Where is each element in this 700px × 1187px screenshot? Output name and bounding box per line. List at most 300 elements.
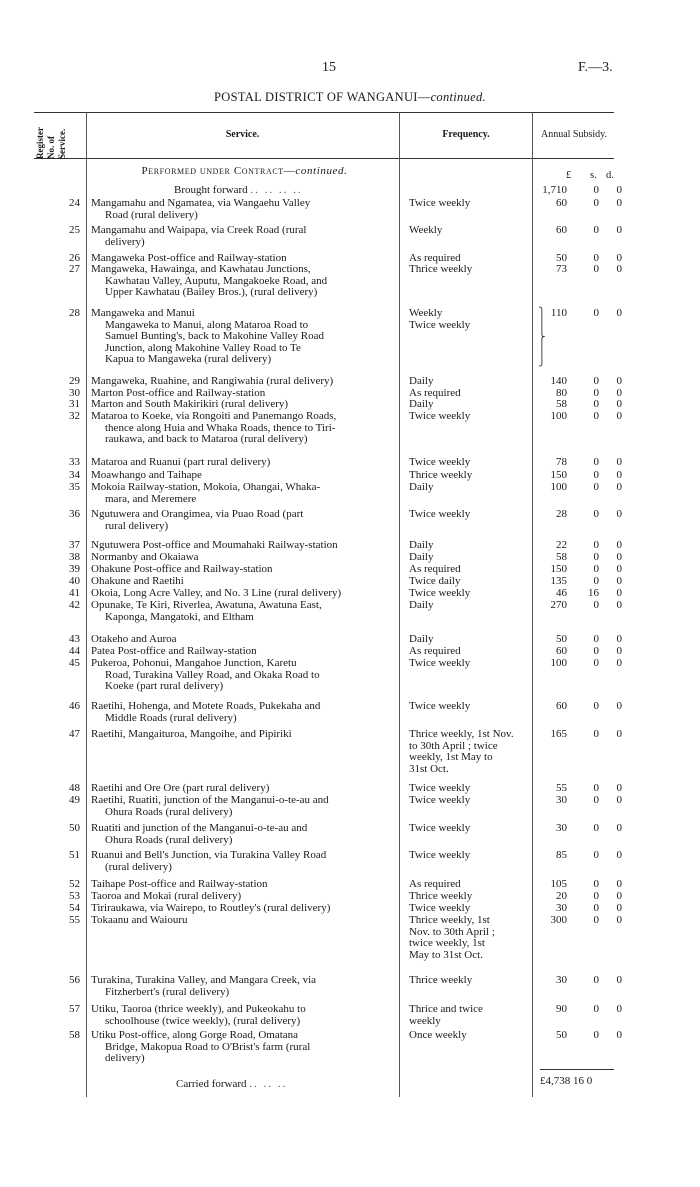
frequency-line: As required (409, 387, 461, 399)
subsidy-shillings: 0 (593, 822, 599, 834)
register-number: 41 (69, 587, 80, 599)
subsidy-pounds: 20 (556, 890, 567, 902)
service-description (91, 225, 394, 248)
subsidy-pence: 0 (616, 822, 622, 834)
pence-heading: d. (606, 170, 614, 181)
carried-forward-text: Carried forward (176, 1078, 247, 1090)
frequency-line: Daily (409, 633, 434, 645)
service-description (91, 823, 394, 846)
header-top-rule (34, 112, 614, 113)
service-description (91, 783, 394, 795)
bf-pounds: 1,710 (542, 184, 567, 196)
register-number: 57 (69, 1003, 80, 1015)
service-frequency (409, 411, 529, 423)
frequency-line: May to 31st Oct. (409, 948, 483, 961)
frequency-line: to 30th April ; twice (409, 739, 498, 752)
register-number: 25 (69, 224, 80, 236)
frequency-line: Twice weekly (409, 318, 471, 331)
subsidy-shillings: 0 (593, 481, 599, 493)
leader-dots: .. .. .. (249, 1078, 288, 1090)
subsidy-pence: 0 (616, 375, 622, 387)
subsidy-pounds: 140 (550, 375, 567, 387)
register-number: 42 (69, 599, 80, 611)
subsidy-pounds: 100 (550, 410, 567, 422)
service-line: Ruanui and Bell's Junction, via Turakina Valley Road (91, 849, 327, 861)
register-number: 30 (69, 387, 80, 399)
service-line: Bridge, Makopua Road to O'Brist's farm (rural (105, 1040, 311, 1053)
service-description (91, 891, 394, 903)
subsidy-pence: 0 (616, 914, 622, 926)
service-description (91, 264, 394, 299)
service-line: delivery) (105, 235, 145, 248)
subsidy-shillings: 0 (593, 657, 599, 669)
service-line: Ohakune and Raetihi (91, 575, 184, 587)
subsidy-pence: 0 (616, 728, 622, 740)
subsidy-pounds: 50 (556, 1029, 567, 1041)
register-number: 43 (69, 633, 80, 645)
service-line: (rural delivery) (105, 860, 172, 873)
service-description (91, 634, 394, 646)
service-description (91, 795, 394, 818)
service-line: Opunake, Te Kiri, Riverlea, Awatuna, Awatuna East, (91, 599, 322, 611)
service-frequency (409, 1004, 529, 1027)
subsidy-pence: 0 (616, 782, 622, 794)
subsidy-pounds: 22 (556, 539, 567, 551)
service-description (91, 540, 394, 552)
subsidy-pounds: 60 (556, 197, 567, 209)
subsidy-pounds: 78 (556, 456, 567, 468)
bf-shillings: 0 (593, 184, 599, 196)
register-number: 38 (69, 551, 80, 563)
service-description (91, 975, 394, 998)
subsidy-shillings: 0 (593, 914, 599, 926)
subsidy-pounds: 55 (556, 782, 567, 794)
service-line: Ohura Roads (rural delivery) (105, 833, 233, 846)
frequency-line: Thrice weekly (409, 263, 473, 275)
service-line: Kaponga, Mangatoki, and Eltham (105, 610, 254, 623)
subsidy-pence: 0 (616, 563, 622, 575)
subsidy-shillings: 0 (593, 563, 599, 575)
service-frequency (409, 399, 529, 411)
subsidy-pence: 0 (616, 263, 622, 275)
header-register-line2: No. of (46, 136, 56, 159)
service-line: Tokaanu and Waiouru (91, 914, 188, 926)
subsidy-pounds: 60 (556, 224, 567, 236)
frequency-line: Twice weekly (409, 849, 471, 861)
subsidy-shillings: 0 (593, 1003, 599, 1015)
page-reference: F.—3. (578, 60, 613, 75)
subsidy-pounds: 50 (556, 252, 567, 264)
subsidy-shillings: 0 (593, 539, 599, 551)
service-line: Utiku, Taoroa (thrice weekly), and Pukeokahu to (91, 1003, 306, 1015)
frequency-line: Weekly (409, 307, 443, 319)
service-description (91, 903, 394, 915)
subsidy-pence: 0 (616, 657, 622, 669)
header-subsidy: Annual Subsidy. (540, 129, 608, 140)
service-frequency (409, 879, 529, 891)
frequency-line: Twice weekly (409, 822, 471, 834)
register-number: 29 (69, 375, 80, 387)
subsidy-pence: 0 (616, 387, 622, 399)
frequency-line: Daily (409, 539, 434, 551)
service-line: Mataroa and Ruanui (part rural delivery) (91, 456, 271, 468)
header-bottom-rule (34, 158, 614, 159)
service-line: Mataroa to Koeke, via Rongoiti and Panemango Roads, (91, 410, 337, 422)
service-description (91, 552, 394, 564)
frequency-line: Thrice weekly (409, 974, 473, 986)
service-frequency (409, 701, 529, 713)
service-frequency (409, 588, 529, 600)
col-divider-service (399, 112, 400, 1097)
service-frequency (409, 795, 529, 807)
register-number: 56 (69, 974, 80, 986)
register-number: 51 (69, 849, 80, 861)
subsidy-shillings: 0 (593, 551, 599, 563)
subsidy-shillings: 0 (593, 794, 599, 806)
service-description (91, 850, 394, 873)
service-line: Road (rural delivery) (105, 208, 198, 221)
frequency-line: Twice weekly (409, 902, 471, 914)
col-divider-register (86, 112, 87, 1097)
subsidy-pounds: 100 (550, 657, 567, 669)
service-description (91, 509, 394, 532)
frequency-line: Twice weekly (409, 508, 471, 520)
register-number: 40 (69, 575, 80, 587)
service-line: mara, and Meremere (105, 492, 197, 505)
service-description (91, 915, 394, 927)
subsidy-pounds: 105 (550, 878, 567, 890)
subsidy-pence: 0 (616, 398, 622, 410)
service-line: Ngutuwera and Orangimea, via Puao Road (part (91, 508, 304, 520)
service-description (91, 588, 394, 600)
carried-forward-label (176, 1078, 287, 1090)
total-rule (540, 1069, 614, 1070)
service-line: Samuel Bunting's, back to Makohine Valley Road (105, 330, 325, 342)
service-line: Moawhango and Taihape (91, 469, 202, 481)
subsidy-shillings: 0 (593, 575, 599, 587)
service-line: Middle Roads (rural delivery) (105, 711, 237, 724)
service-line: Ngutuwera Post-office and Moumahaki Railway-station (91, 539, 338, 551)
frequency-line: weekly, 1st May to (409, 751, 493, 763)
service-description (91, 1004, 394, 1027)
frequency-line: As required (409, 878, 461, 890)
frequency-line: Daily (409, 375, 434, 387)
service-frequency (409, 975, 529, 987)
register-number: 46 (69, 700, 80, 712)
service-description (91, 658, 394, 693)
subsidy-shillings: 0 (593, 263, 599, 275)
frequency-line: Thrice weekly, 1st (409, 914, 490, 926)
service-line: Taihape Post-office and Railway-station (91, 878, 268, 890)
service-description (91, 600, 394, 623)
service-line: Mangamahu and Waipapa, via Creek Road (rural (91, 224, 307, 236)
register-number: 54 (69, 902, 80, 914)
subsidy-pounds: 135 (550, 575, 567, 587)
service-frequency (409, 564, 529, 576)
subsidy-shillings: 0 (593, 387, 599, 399)
service-description (91, 399, 394, 411)
title-main: POSTAL DISTRICT OF WANGANUI— (214, 90, 431, 104)
section-heading-main: Performed under Contract— (141, 165, 296, 177)
service-description (91, 198, 394, 221)
service-frequency (409, 552, 529, 564)
subsidy-pounds: 270 (550, 599, 567, 611)
service-line: Ruatiti and junction of the Manganui-o-te-au and (91, 822, 308, 834)
subsidy-pence: 0 (616, 849, 622, 861)
bf-pence: 0 (616, 184, 622, 196)
register-number: 48 (69, 782, 80, 794)
service-line: thence along Huia and Whaka Roads, thence to Tiri- (105, 421, 336, 434)
subsidy-pence: 0 (616, 794, 622, 806)
service-line: Taoroa and Mokai (rural delivery) (91, 890, 242, 902)
subsidy-pounds: 46 (556, 587, 567, 599)
register-number: 47 (69, 728, 80, 740)
service-frequency (409, 457, 529, 469)
service-line: Raetihi, Ruatiti, junction of the Manganui-o-te-au and (91, 794, 329, 806)
subsidy-pounds: 80 (556, 387, 567, 399)
subsidy-shillings: 0 (593, 902, 599, 914)
subsidy-pence: 0 (616, 902, 622, 914)
frequency-line: Nov. to 30th April ; (409, 925, 495, 938)
frequency-line: As required (409, 645, 461, 657)
service-description (91, 646, 394, 658)
subsidy-shillings: 0 (593, 633, 599, 645)
brought-forward-text: Brought forward (174, 184, 248, 196)
page-title (0, 90, 700, 105)
frequency-line: Thrice weekly, 1st Nov. (409, 728, 514, 740)
service-line: Pukeroa, Pohonui, Mangahoe Junction, Karetu (91, 657, 297, 669)
frequency-line: Daily (409, 599, 434, 611)
subsidy-pence: 0 (616, 508, 622, 520)
frequency-line: weekly (409, 1014, 441, 1027)
subsidy-pounds: 58 (556, 551, 567, 563)
subsidy-pounds: 73 (556, 263, 567, 275)
service-frequency (409, 850, 529, 862)
service-line: Mangaweka to Manui, along Mataroa Road to (105, 318, 309, 331)
service-frequency (409, 634, 529, 646)
leader-dots: .. .. .. .. (250, 184, 303, 196)
service-line: Raetihi, Hohenga, and Motete Roads, Pukekaha and (91, 700, 321, 712)
service-line: Patea Post-office and Railway-station (91, 645, 257, 657)
subsidy-shillings: 0 (593, 849, 599, 861)
frequency-line: 31st Oct. (409, 762, 449, 775)
service-line: Raetihi and Ore Ore (part rural delivery) (91, 782, 270, 794)
service-frequency (409, 891, 529, 903)
frequency-line: Twice daily (409, 575, 461, 587)
subsidy-pence: 0 (616, 700, 622, 712)
subsidy-pounds: 300 (550, 914, 567, 926)
frequency-line: Twice weekly (409, 410, 471, 422)
service-frequency (409, 198, 529, 210)
register-number: 44 (69, 645, 80, 657)
service-line: Road, Turakina Valley Road, and Okaka Road to (105, 668, 320, 681)
register-number: 34 (69, 469, 80, 481)
service-line: delivery) (105, 1052, 145, 1064)
subsidy-pounds: 85 (556, 849, 567, 861)
subsidy-shillings: 0 (593, 252, 599, 264)
service-frequency (409, 903, 529, 915)
service-frequency (409, 482, 529, 494)
subsidy-pounds: 30 (556, 902, 567, 914)
service-frequency (409, 376, 529, 388)
service-line: schoolhouse (twice weekly), (rural delivery) (105, 1014, 301, 1027)
subsidy-pence: 0 (616, 645, 622, 657)
register-number: 37 (69, 539, 80, 551)
service-line: Otakeho and Auroa (91, 633, 177, 645)
register-number: 53 (69, 890, 80, 902)
subsidy-shillings: 16 (588, 587, 599, 599)
service-line: Mangamahu and Ngamatea, via Wangaehu Valley (91, 197, 311, 209)
section-heading (92, 165, 397, 177)
service-description (91, 470, 394, 482)
service-description (91, 564, 394, 576)
service-line: Okoia, Long Acre Valley, and No. 3 Line (rural delivery) (91, 587, 342, 599)
service-line: Marton and South Makirikiri (rural delivery) (91, 398, 289, 410)
subsidy-pence: 0 (616, 469, 622, 481)
service-frequency (409, 540, 529, 552)
service-line: raukawa, and back to Mataroa (rural delivery) (105, 433, 308, 445)
subsidy-pence: 0 (616, 890, 622, 902)
frequency-line: Twice weekly (409, 197, 471, 209)
service-frequency (409, 308, 529, 331)
header-register-line3: Service. (57, 128, 67, 159)
register-number: 33 (69, 456, 80, 468)
brought-forward-label (174, 185, 477, 197)
carried-forward-amount: £4,738 16 0 (540, 1075, 593, 1087)
subsidy-pence: 0 (616, 252, 622, 264)
frequency-line: Weekly (409, 224, 443, 236)
service-line: Mangaweka and Manui (91, 307, 195, 319)
subsidy-pounds: 30 (556, 974, 567, 986)
service-line: Upper Kawhatau (Bailey Bros.), (rural delivery) (105, 286, 318, 298)
subsidy-pounds: 50 (556, 633, 567, 645)
service-description (91, 308, 394, 366)
register-number: 31 (69, 398, 80, 410)
subsidy-pence: 0 (616, 481, 622, 493)
subsidy-shillings: 0 (593, 599, 599, 611)
subsidy-shillings: 0 (593, 469, 599, 481)
frequency-line: Twice weekly (409, 794, 471, 806)
subsidy-shillings: 0 (593, 782, 599, 794)
frequency-line: Thrice weekly (409, 469, 473, 481)
register-number: 39 (69, 563, 80, 575)
page-number: 15 (322, 60, 336, 75)
subsidy-pence: 0 (616, 539, 622, 551)
service-frequency (409, 1030, 529, 1042)
service-frequency (409, 600, 529, 612)
frequency-line: Twice weekly (409, 587, 471, 599)
subsidy-shillings: 0 (593, 700, 599, 712)
title-suffix: continued. (430, 90, 486, 104)
subsidy-shillings: 0 (593, 974, 599, 986)
subsidy-shillings: 0 (593, 878, 599, 890)
service-frequency (409, 729, 529, 775)
frequency-line: Daily (409, 481, 434, 493)
service-line: Tiriraukawa, via Wairepo, to Routley's (rural delivery) (91, 902, 331, 914)
service-line: Ohakune Post-office and Railway-station (91, 563, 273, 575)
service-frequency (409, 576, 529, 588)
subsidy-pence: 0 (616, 224, 622, 236)
service-line: Kawhatau Valley, Auputu, Mangakoeke Road, and (105, 274, 328, 287)
subsidy-pounds: 150 (550, 563, 567, 575)
service-line: Mangaweka Post-office and Railway-station (91, 252, 287, 264)
subsidy-pounds: 90 (556, 1003, 567, 1015)
subsidy-shillings: 0 (593, 728, 599, 740)
subsidy-pence: 0 (616, 456, 622, 468)
subsidy-shillings: 0 (593, 456, 599, 468)
service-description (91, 729, 394, 741)
subsidy-pence: 0 (616, 197, 622, 209)
header-register (34, 115, 86, 159)
service-line: Normanby and Okaiawa (91, 551, 199, 563)
service-frequency (409, 915, 529, 961)
subsidy-pounds: 60 (556, 645, 567, 657)
subsidy-pence: 0 (616, 1029, 622, 1041)
service-line: Mokoia Railway-station, Mokoia, Ohangai, Whaka- (91, 481, 321, 493)
service-line: Marton Post-office and Railway-station (91, 387, 266, 399)
subsidy-shillings: 0 (593, 307, 599, 319)
service-frequency (409, 225, 529, 237)
register-number: 36 (69, 508, 80, 520)
subsidy-pounds: 30 (556, 794, 567, 806)
subsidy-pounds: 150 (550, 469, 567, 481)
pounds-heading: £ (566, 170, 572, 181)
col-divider-frequency (532, 112, 533, 1097)
register-number: 28 (69, 307, 80, 319)
service-frequency (409, 783, 529, 795)
subsidy-shillings: 0 (593, 645, 599, 657)
service-description (91, 576, 394, 588)
service-line: Utiku Post-office, along Gorge Road, Omatana (91, 1029, 299, 1041)
subsidy-shillings: 0 (593, 375, 599, 387)
frequency-line: As required (409, 563, 461, 575)
subsidy-pounds: 58 (556, 398, 567, 410)
register-number: 58 (69, 1029, 80, 1041)
service-line: Kapua to Mangaweka (rural delivery) (105, 353, 272, 365)
service-line: Mangaweka, Ruahine, and Rangiwahia (rural delivery) (91, 375, 334, 387)
service-frequency (409, 823, 529, 835)
subsidy-pounds: 28 (556, 508, 567, 520)
frequency-line: Thrice and twice (409, 1003, 483, 1015)
register-number: 32 (69, 410, 80, 422)
subsidy-shillings: 0 (593, 398, 599, 410)
service-frequency (409, 646, 529, 658)
service-line: Junction, along Makohine Valley Road to Te (105, 341, 301, 354)
service-line: Turakina, Turakina Valley, and Mangara Creek, via (91, 974, 317, 986)
subsidy-pounds: 165 (550, 728, 567, 740)
service-line: Koeke (part rural delivery) (105, 680, 224, 692)
subsidy-pence: 0 (616, 974, 622, 986)
brace-symbol: ⎫ ⎪ ⎬ ⎪ ⎭ (538, 308, 546, 367)
service-frequency (409, 470, 529, 482)
frequency-line: Twice weekly (409, 456, 471, 468)
subsidy-pounds: 60 (556, 700, 567, 712)
service-description (91, 411, 394, 446)
subsidy-shillings: 0 (593, 890, 599, 902)
service-description (91, 701, 394, 724)
service-line: Mangaweka, Hawainga, and Kawhatau Junctions, (91, 263, 311, 275)
subsidy-pence: 0 (616, 1003, 622, 1015)
frequency-line: As required (409, 252, 461, 264)
frequency-line: Twice weekly (409, 657, 471, 669)
frequency-line: Daily (409, 398, 434, 410)
frequency-line: Daily (409, 551, 434, 563)
header-register-line1: Register (35, 127, 45, 159)
register-number: 52 (69, 878, 80, 890)
register-number: 50 (69, 822, 80, 834)
register-number: 35 (69, 481, 80, 493)
service-description (91, 1030, 394, 1065)
